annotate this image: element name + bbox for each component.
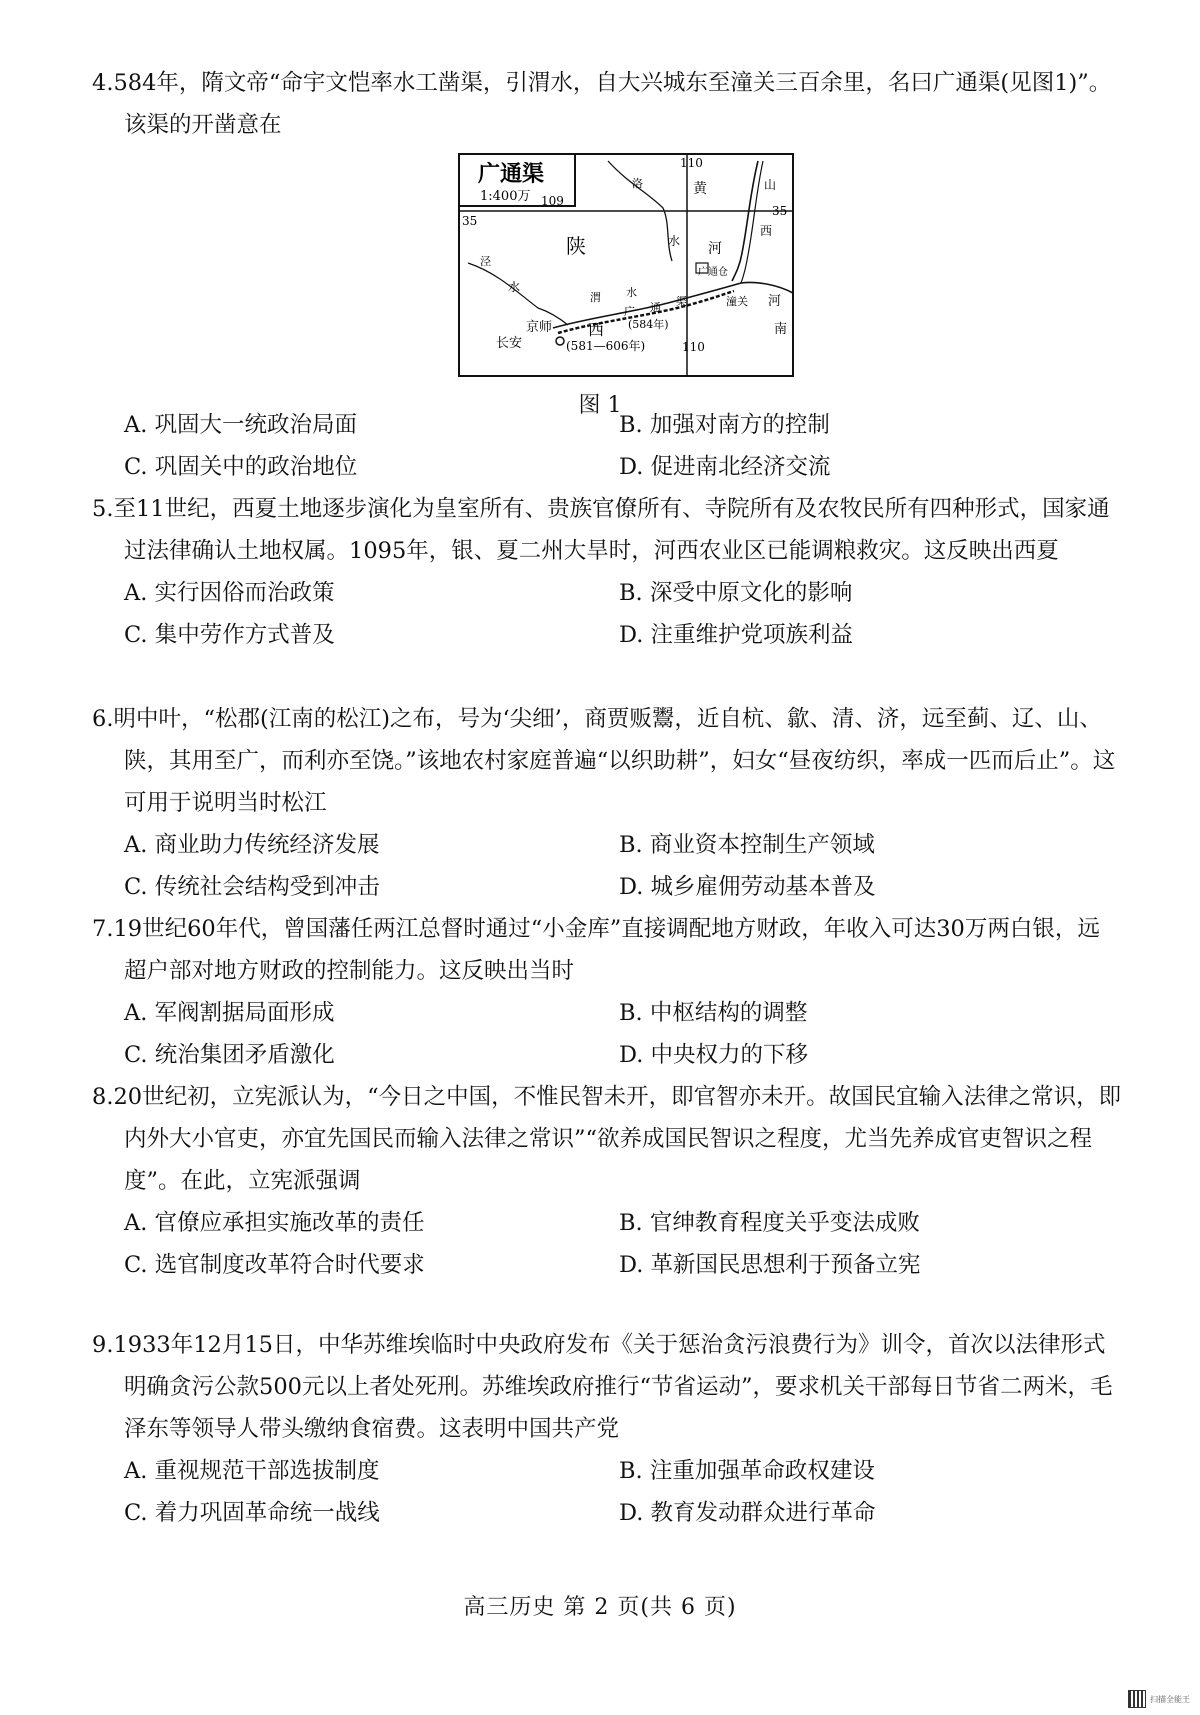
options [124,824,1114,908]
option-d: D. 促进南北经济交流 [619,454,831,480]
tong-label: 通 [650,301,661,314]
shan-right-label: 山 [764,178,777,192]
wei-label: 渭 [590,291,601,304]
option-b: B. 官绅教育程度关乎变法成败 [619,1210,920,1236]
option-d: D. 城乡雇佣劳动基本普及 [619,874,876,900]
option-a: A. 商业助力传统经济发展 [124,832,380,858]
guangtong-granary-label: 广通仓 [698,267,728,278]
option-b: B. 商业资本控制生产领域 [619,832,875,858]
huang-label: 黄 [693,181,707,197]
guangtong-canal-map [458,153,794,377]
option-c: C. 选官制度改革符合时代要求 [124,1252,425,1278]
options [124,1202,1114,1286]
henan-nan-label: 南 [774,322,788,337]
jing-shui-label: 水 [508,280,521,294]
guang-label: 广 [624,305,635,318]
option-a: A. 军阀割据局面形成 [124,1000,335,1026]
changan-marker [556,337,564,345]
question-8 [92,1076,1122,1286]
option-c: C. 着力巩固革命统一战线 [124,1500,380,1526]
lon-110-bottom: 110 [682,340,705,354]
option-d: D. 革新国民思想利于预备立宪 [619,1252,921,1278]
years-label: (581—606年) [566,339,646,353]
question-stem: 5.至11世纪，西夏土地逐步演化为皇室所有、贵族官僚所有、寺院所有及农牧民所有四种形式，国家通过法律确认土地权属。1095年，银、夏二州大旱时，河西农业区已能调粮救灾。这反映出西夏 [92,496,1110,564]
map-scale: 1:400万 [480,189,531,204]
qu-label: 渠 [676,295,687,308]
options [124,572,1114,656]
question-stem: 9.1933年12月15日，中华苏维埃临时中央政府发布《关于惩治贪污浪费行为》训令，首次以法律形式明确贪污公款500元以上者处死刑。苏维埃政府推行“节省运动”，要求机关干部每日节省二两米，毛泽东等领导人带头缴纳食宿费。这表明中国共产党 [92,1332,1113,1442]
option-c: C. 巩固关中的政治地位 [124,454,358,480]
map-title: 广通渠 [478,161,545,187]
question-4 [92,62,1122,146]
question-4-options [92,404,1122,488]
luo-label: 洛 [632,177,643,190]
question-stem: 4.584年，隋文帝“命宇文恺率水工凿渠，引渭水，自大兴城东至潼关三百余里，名曰广通渠(见图1)”。该渠的开凿意在 [92,70,1112,138]
option-d: D. 注重维护党项族利益 [619,622,854,648]
options [124,404,1114,488]
lat-35-right: 35 [772,204,788,218]
xi-label: 西 [588,320,605,339]
jing-label: 泾 [480,255,491,268]
options [124,992,1114,1076]
option-a: A. 实行因俗而治政策 [124,580,335,606]
option-b: B. 加强对南方的控制 [619,412,830,438]
shaan-label: 陕 [566,234,586,258]
option-b: B. 深受中原文化的影响 [619,580,853,606]
figure-caption: 图 1 [578,393,622,418]
option-c: C. 集中劳作方式普及 [124,622,335,648]
option-a: A. 重视规范干部选拔制度 [124,1458,380,1484]
wei-shui-label: 水 [626,286,637,299]
options [124,1450,1114,1534]
page-footer: 高三历史 第 2 页(共 6 页) [463,1595,737,1620]
lat-35-left: 35 [462,214,478,228]
question-stem: 7.19世纪60年代，曾国藩任两江总督时通过“小金库”直接调配地方财政，年收入可达30万两白银，远超户部对地方财政的控制能力。这反映出当时 [92,916,1100,984]
jingshi-label: 京师 [526,320,553,335]
question-9 [92,1324,1122,1534]
changan-label: 长安 [496,336,523,351]
question-5 [92,488,1122,656]
option-a: A. 官僚应承担实施改革的责任 [124,1210,425,1236]
year-584-label: (584年) [628,318,669,331]
xi-right-label: 西 [760,224,773,238]
option-d: D. 中央权力的下移 [619,1042,809,1068]
henan-he-label: 河 [768,294,782,309]
scanner-watermark: 扫描全能王 [1150,1695,1190,1704]
tongguan-label: 潼关 [726,295,748,308]
question-7 [92,908,1122,1076]
option-c: C. 传统社会结构受到冲击 [124,874,380,900]
option-b: B. 注重加强革命政权建设 [619,1458,875,1484]
question-6 [92,698,1122,908]
option-a: A. 巩固大一统政治局面 [124,412,358,438]
option-b: B. 中枢结构的调整 [619,1000,808,1026]
question-stem: 6.明中叶，“松郡(江南的松江)之布，号为‘尖细’，商贾贩鬻，近自杭、歙、清、济，远至蓟、辽、山、陕，其用至广，而利亦至饶。”该地农村家庭普遍“以织助耕”，妇女“昼夜纺织，率成一匹而后止”。这可用于说明当时松江 [92,706,1116,816]
question-stem: 8.20世纪初，立宪派认为，“今日之中国，不惟民智未开，即官智亦未开。故国民宜输入法律之常识，即内外大小官吏，亦宜先国民而输入法律之常识”“欲养成国民智识之程度，尤当先养成官吏智识之程度”。在此，立宪派强调 [92,1084,1122,1194]
lon-110-top: 110 [680,156,703,170]
qr-code-icon [1128,1690,1146,1708]
he-label: 河 [708,241,722,257]
lon-109: 109 [541,194,564,208]
option-d: D. 教育发动群众进行革命 [619,1500,876,1526]
option-c: C. 统治集团矛盾激化 [124,1042,335,1068]
luo-shui-label: 水 [668,234,681,248]
